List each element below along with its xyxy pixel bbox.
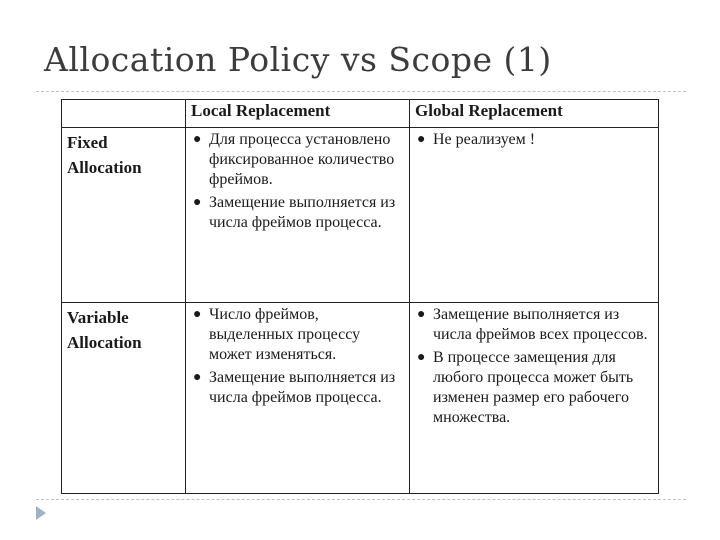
footer-divider bbox=[36, 499, 686, 500]
row-label-line: Allocation bbox=[67, 333, 142, 352]
list-item-text: Замещение выполняется из числа фреймов всех процессов. bbox=[433, 306, 648, 343]
cell-fixed-local bbox=[186, 128, 410, 303]
list-item bbox=[415, 130, 653, 150]
list-item bbox=[191, 130, 404, 190]
bullet-dot-icon: ● bbox=[193, 307, 202, 322]
list-item-text: Для процесса установлено фиксированное количество фреймов. bbox=[209, 131, 395, 188]
row-label-line: Fixed bbox=[67, 133, 108, 152]
slide-title: Allocation Policy vs Scope (1) bbox=[44, 40, 552, 79]
row-label-variable bbox=[62, 303, 186, 494]
cell-variable-local bbox=[186, 303, 410, 494]
cell-variable-global bbox=[410, 303, 659, 494]
row-label-line: Variable bbox=[67, 308, 129, 327]
column-header-global: Global Replacement bbox=[410, 100, 659, 128]
row-label-fixed bbox=[62, 128, 186, 303]
bullet-dot-icon: ● bbox=[193, 370, 202, 385]
table-header-row bbox=[62, 100, 659, 128]
column-header-local: Local Replacement bbox=[186, 100, 410, 128]
list-item-text: Число фреймов, выделенных процессу может изменяться. bbox=[209, 306, 361, 363]
list-item-text: Замещение выполняется из числа фреймов процесса. bbox=[209, 369, 396, 406]
table-row-fixed bbox=[62, 128, 659, 303]
cell-fixed-global bbox=[410, 128, 659, 303]
bullet-dot-icon: ● bbox=[417, 132, 426, 147]
list-item bbox=[191, 193, 404, 233]
bullet-dot-icon: ● bbox=[193, 132, 202, 147]
list-item bbox=[415, 348, 653, 428]
policy-table bbox=[61, 99, 659, 494]
row-label-line: Allocation bbox=[67, 158, 142, 177]
list-item bbox=[191, 368, 404, 408]
bullet-dot-icon: ● bbox=[193, 195, 202, 210]
bullet-list bbox=[191, 305, 404, 408]
list-item-text: Замещение выполняется из числа фреймов процесса. bbox=[209, 194, 396, 231]
list-item bbox=[191, 305, 404, 365]
bullet-dot-icon: ● bbox=[417, 307, 426, 322]
list-item-text: Не реализуем ! bbox=[433, 131, 536, 148]
bullet-list bbox=[415, 305, 653, 428]
bullet-list bbox=[415, 130, 653, 150]
list-item bbox=[415, 305, 653, 345]
title-divider bbox=[36, 91, 686, 92]
bullet-dot-icon: ● bbox=[417, 350, 426, 365]
table-row-variable bbox=[62, 303, 659, 494]
triangle-right-icon bbox=[36, 506, 46, 520]
list-item-text: В процессе замещения для любого процесса может быть изменен размер его рабочего множества. bbox=[433, 349, 634, 426]
corner-header bbox=[62, 100, 186, 128]
bullet-list bbox=[191, 130, 404, 233]
